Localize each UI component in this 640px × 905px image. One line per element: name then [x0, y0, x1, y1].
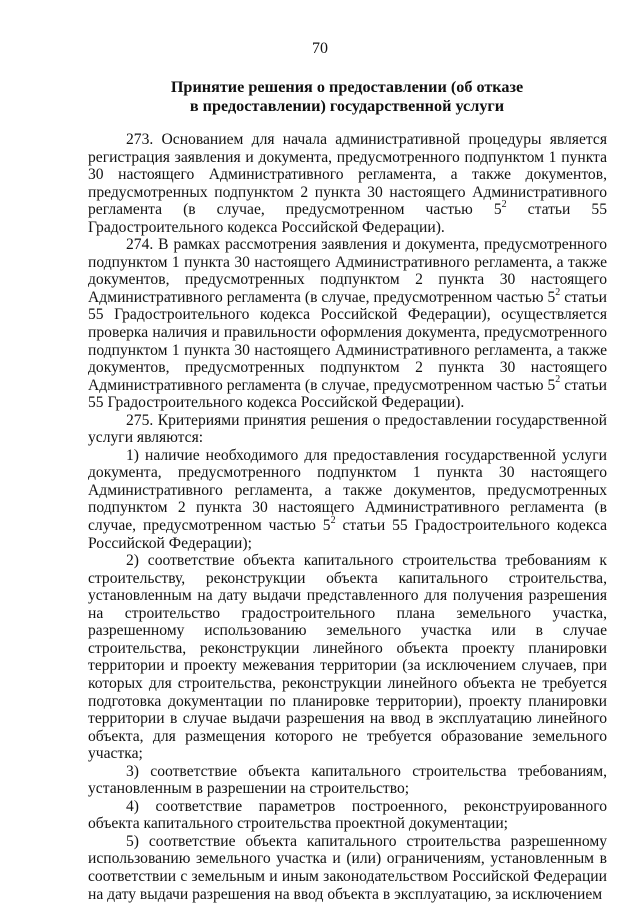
- document-body: [88, 131, 607, 903]
- paragraph-274-superscript-2: 2: [555, 374, 561, 386]
- page-number: 70: [312, 40, 328, 57]
- paragraph-275: 275. Критериями принятия решения о предоставлении государственной услуги являются:: [88, 411, 607, 447]
- list-item-1-text-a: 1) наличие необходимого для предоставления государственной услуги документа, предусмотренного подпунктом 1 пункта 30 настоящего Административного регламента, а также документов, предусмотренных подпунктом 2 пункта 30 настоящего Административного регламента (в случае, предусмотренном частью 5: [88, 446, 607, 535]
- list-item-2: 2) соответствие объекта капитального строительства требованиям к строительству, реконструкции объекта капитального строительства, установленным на дату выдачи представленного для получения разрешения на строительство градостроительного плана земельного участка, разрешенному использованию земельного участка или в случае строительства, реконструкции линейного объекта проекту планировки территории и проекту межевания территории (за исключением случаев, при которых для строительства, реконструкции линейного объекта не требуется подготовка документации по планировке территории), проекту планировки территории в случае выдачи разрешения на ввод в эксплуатацию линейного объекта, для размещения которого не требуется образование земельного участка;: [88, 552, 607, 763]
- list-item-4: 4) соответствие параметров построенного, реконструированного объекта капитального строительства проектной документации;: [88, 797, 607, 833]
- paragraph-273-superscript: 2: [501, 199, 507, 210]
- section-heading: [88, 78, 606, 116]
- paragraph-274-text-a: 274. В рамках рассмотрения заявления и документа, предусмотренного подпунктом 1 пункта 30 настоящего Административного регламента, а также документов, предусмотренных подпунктом 2 пункта 30 настоящего Административного регламента (в случае, предусмотренном частью 5: [88, 236, 607, 306]
- list-item-1: [88, 447, 607, 552]
- list-item-5: 5) соответствие объекта капитального строительства разрешенному использованию земельного участка и (или) ограничениям, установленным в соответствии с земельным и иным законодательством Российской Федерации на дату выдачи разрешения на ввод объекта в эксплуатацию, за исключением: [88, 832, 607, 903]
- paragraph-273: [88, 131, 607, 236]
- paragraph-274: [88, 236, 607, 411]
- paragraph-274-superscript-1: 2: [555, 286, 561, 298]
- paragraph-273-text-a: 273. Основанием для начала административной процедуры является регистрация заявления и документа, предусмотренного подпунктом 1 пункта 30 настоящего Административного регламента, а также документов, предусмотренных подпунктом 2 пункта 30 настоящего Административного регламента (в случае, предусмотренном частью 5: [88, 131, 607, 219]
- section-heading-line-1: Принятие решения о предоставлении (об отказе: [170, 78, 524, 96]
- list-item-3: 3) соответствие объекта капитального строительства требованиям, установленным в разрешении на строительство;: [88, 762, 607, 798]
- list-item-1-text-b: статьи 55 Градостроительного кодекса Российской Федерации);: [88, 517, 608, 552]
- paragraph-274-text-b: статьи 55 Градостроительного кодекса Российской Федерации), осуществляется проверка наличия и правильности оформления документа, предусмотренного подпунктом 1 пункта 30 настоящего Административного регламента, а также документов, предусмотренных подпунктом 2 пункта 30 настоящего Административного регламента (в случае, предусмотренном частью 5: [88, 288, 607, 394]
- paragraph-274-text-c: статьи 55 Градостроительного кодекса Российской Федерации).: [88, 376, 607, 412]
- list-item-1-superscript: 2: [330, 514, 336, 526]
- section-heading-line-2: в предоставлении) государственной услуги: [189, 97, 505, 115]
- paragraph-273-text-b: статьи 55 Градостроительного кодекса Российской Федерации).: [88, 201, 607, 236]
